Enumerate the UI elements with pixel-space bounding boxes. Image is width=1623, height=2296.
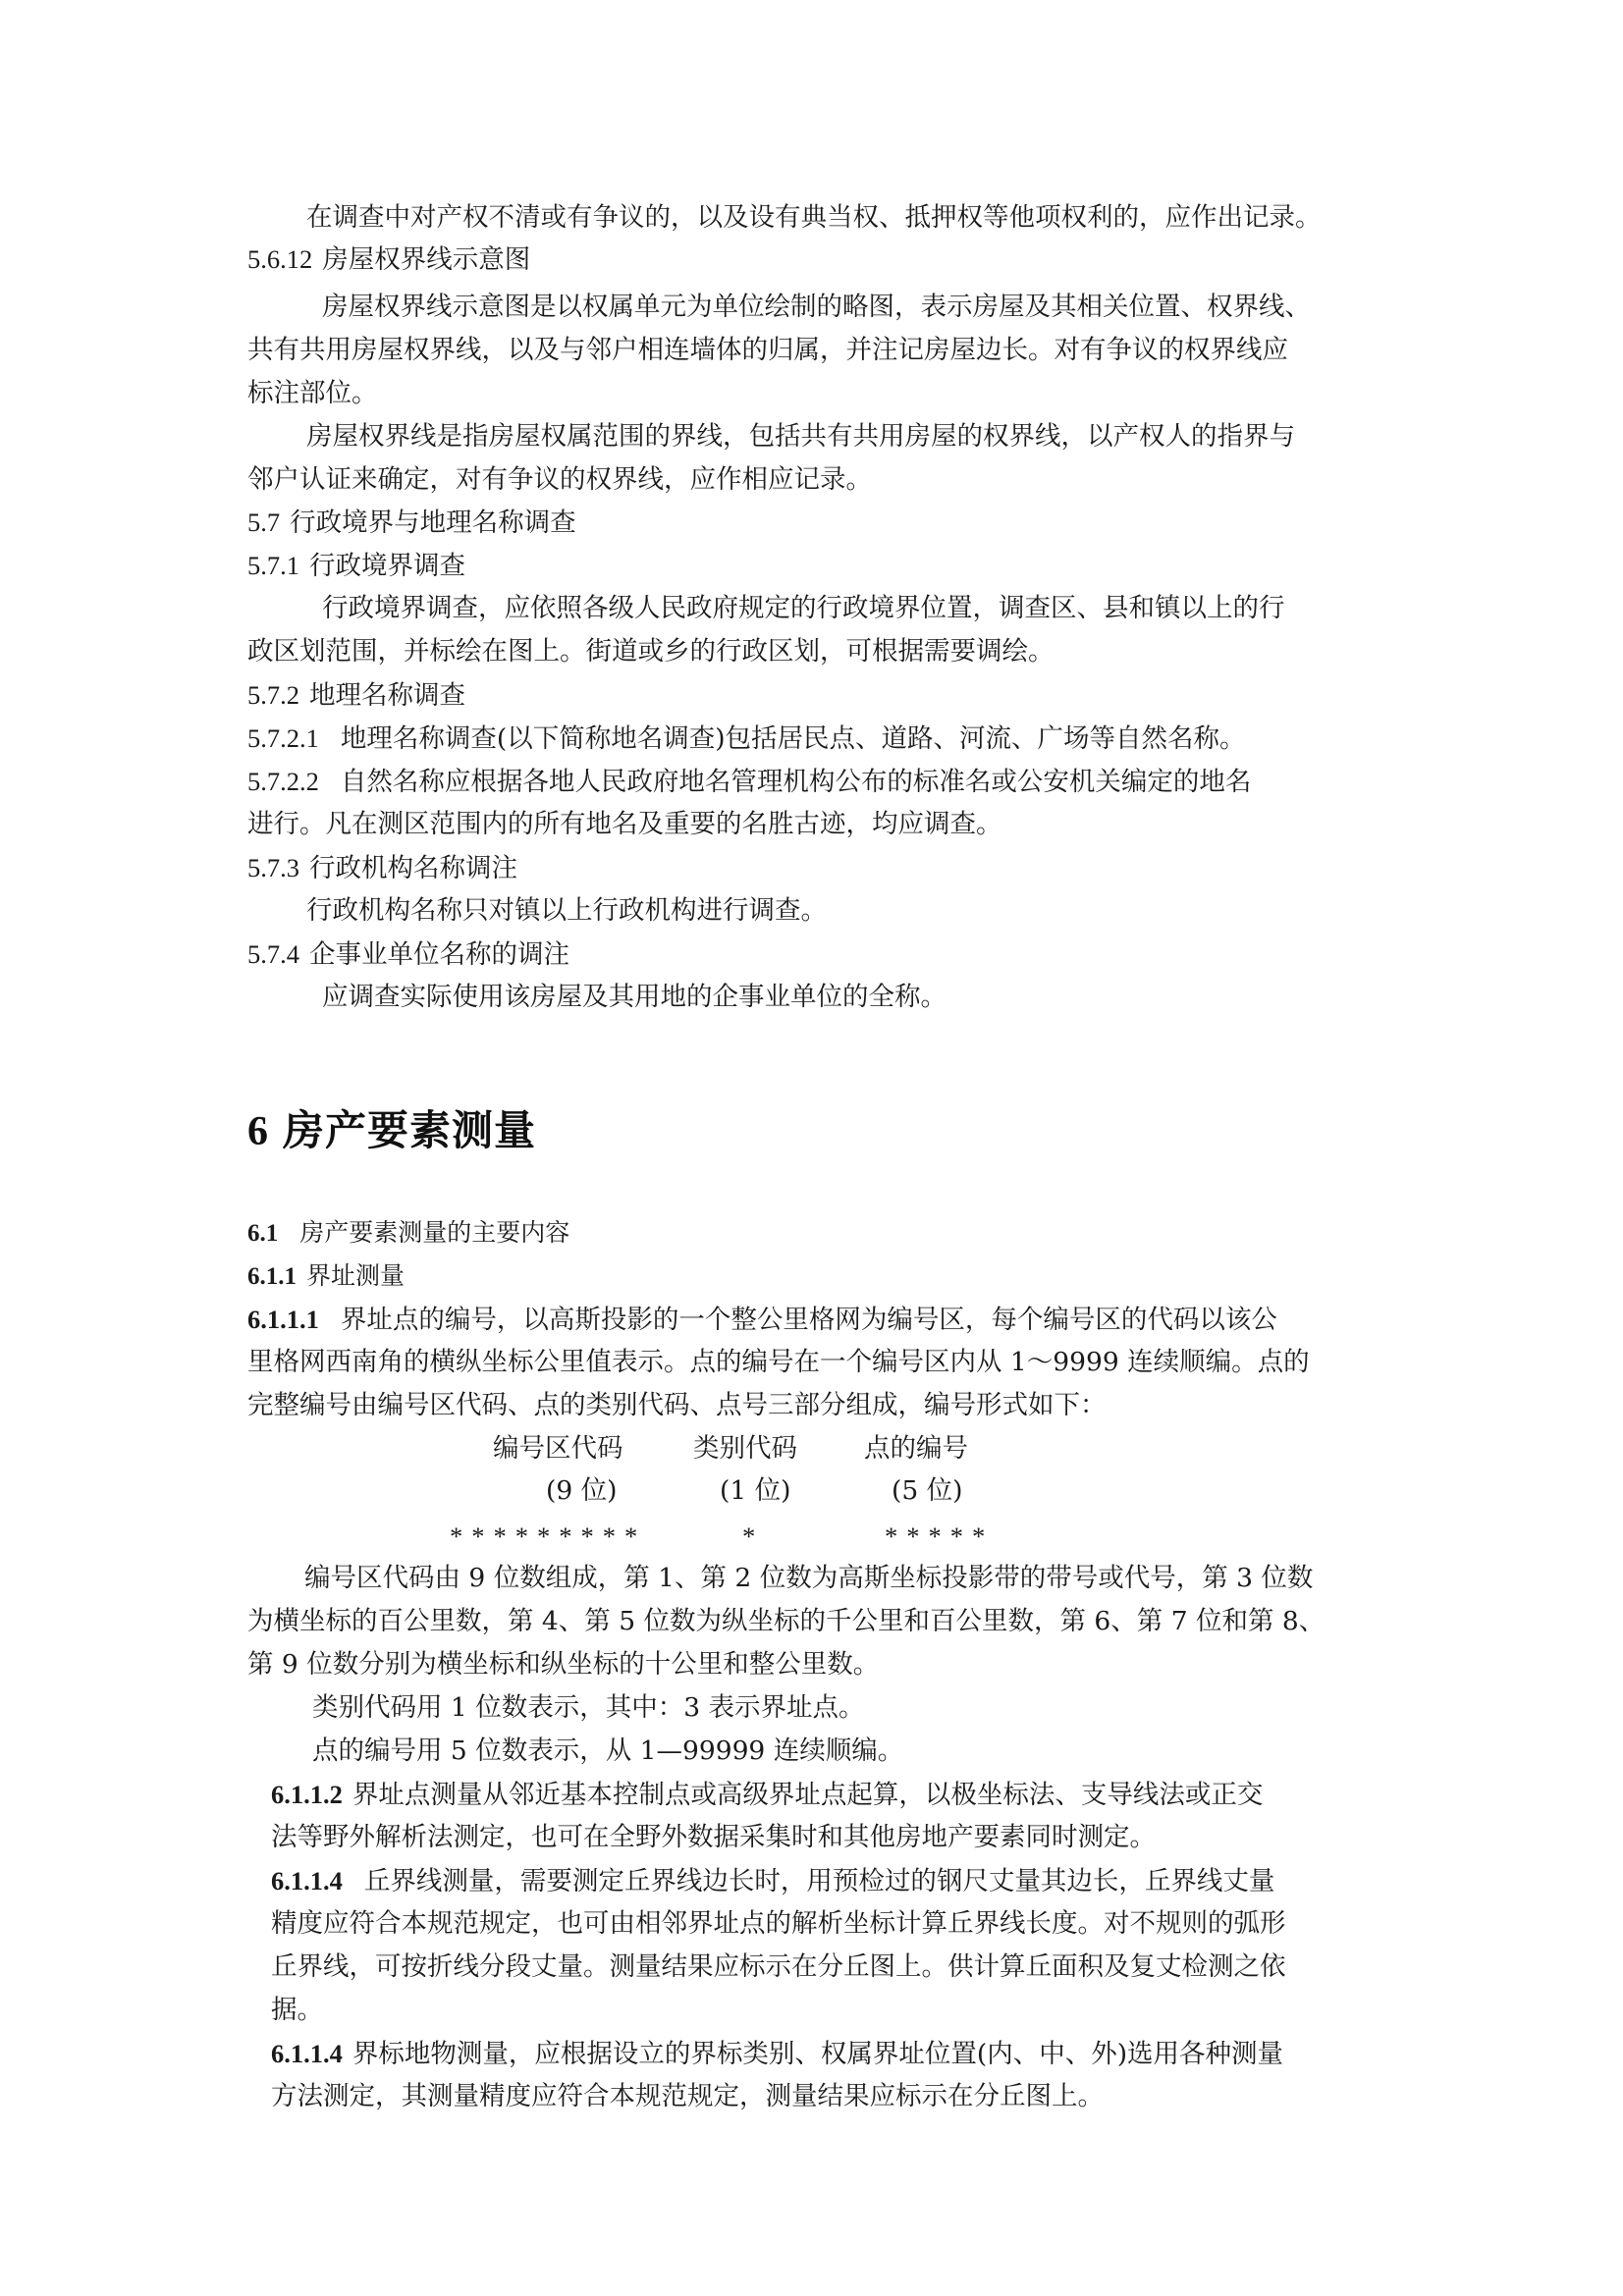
section-title: 行政境界与地理名称调查 <box>290 507 576 538</box>
paragraph-line: 丘界线，可按折线分段丈量。测量结果应标示在分丘图上。供计算丘面积及复丈检测之依 <box>271 1951 1286 1982</box>
paragraph-line: 完整编号由编号区代码、点的类别代码、点号三部分组成，编号形式如下： <box>247 1390 1107 1420</box>
paragraph-line: 法等野外解析法测定，也可在全野外数据采集时和其他房地产要素同时测定。 <box>271 1822 1156 1852</box>
paragraph-line: 点的编号用 5 位数表示，从 1—99999 连续顺编。 <box>312 1735 904 1766</box>
paragraph-line: 编号区代码由 9 位数组成，第 1、第 2 位数为高斯坐标投影带的带号或代号，第 3 位数 <box>304 1563 1314 1593</box>
clause-number: 6.1.1.4 <box>271 2039 343 2068</box>
section-heading-5-6-12 <box>247 241 530 278</box>
paragraph-line: 行政机构名称只对镇以上行政机构进行调查。 <box>306 895 827 926</box>
code-format-header: 点的编号 <box>864 1433 968 1464</box>
clause-6-1-1-1 <box>247 1302 1277 1338</box>
paragraph-line: 精度应符合本规范规定，也可由相邻界址点的解析坐标计算丘界线长度。对不规则的弧形 <box>271 1908 1286 1939</box>
section-number: 6.1.1 <box>247 1263 297 1290</box>
clause-text: 界标地物测量，应根据设立的界标类别、权属界址位置(内、中、外)选用各种测量 <box>352 2039 1284 2069</box>
paragraph-line: 共有共用房屋权界线，以及与邻户相连墙体的归属，并注记房屋边长。对有争议的权界线应 <box>247 335 1288 365</box>
section-title: 企事业单位名称的调注 <box>309 939 569 970</box>
section-number: 5.7.4 <box>247 939 299 969</box>
code-format-header: 类别代码 <box>693 1433 797 1464</box>
section-heading-6-1 <box>247 1215 569 1252</box>
chapter-title <box>247 1101 536 1161</box>
code-format-mask: ***** <box>885 1522 995 1551</box>
clause-6-1-1-2 <box>271 1777 1263 1813</box>
code-format-header: 编号区代码 <box>493 1433 623 1464</box>
clause-6-1-1-4-boundary-marker <box>271 2036 1283 2072</box>
code-format-digits: (9 位) <box>546 1475 618 1506</box>
clause-number: 5.7.2.2 <box>247 767 319 796</box>
paragraph-line: 为横坐标的百公里数，第 4、第 5 位数为纵坐标的千公里和百公里数，第 6、第 7 位和第 8、 <box>247 1606 1325 1636</box>
clause-text: 界址点测量从邻近基本控制点或高级界址点起算，以极坐标法、支导线法或正交 <box>352 1780 1264 1810</box>
paragraph-line: 第 9 位数分别为横坐标和纵坐标的十公里和整公里数。 <box>247 1649 880 1680</box>
paragraph-line: 在调查中对产权不清或有争议的，以及设有典当权、抵押权等他项权利的，应作出记录。 <box>306 202 1322 233</box>
section-number: 5.6.12 <box>247 244 313 274</box>
section-heading-5-7-2 <box>247 677 465 714</box>
section-heading-5-7 <box>247 505 576 541</box>
paragraph-line: 政区划范围，并标绘在图上。街道或乡的行政区划，可根据需要调绘。 <box>247 636 1055 667</box>
clause-5-7-2-2 <box>247 764 1251 800</box>
section-number: 5.7.2 <box>247 680 299 710</box>
section-number: 5.7.1 <box>247 551 299 580</box>
clause-6-1-1-4-boundary-line <box>271 1863 1274 1899</box>
section-title: 地理名称调查 <box>309 680 465 711</box>
code-format-digits: (5 位) <box>892 1475 963 1506</box>
section-title: 行政境界调查 <box>309 551 465 581</box>
section-title: 房屋权界线示意图 <box>322 244 531 275</box>
section-heading-5-7-3 <box>247 850 517 886</box>
chapter-title-text: 房产要素测量 <box>283 1106 537 1154</box>
paragraph-line: 应调查实际使用该房屋及其用地的企事业单位的全称。 <box>322 982 947 1012</box>
paragraph-line: 邻户认证来确定，对有争议的权界线，应作相应记录。 <box>247 464 872 495</box>
clause-number: 6.1.1.2 <box>271 1780 343 1809</box>
clause-text: 界址点的编号，以高斯投影的一个整公里格网为编号区，每个编号区的代码以该公 <box>340 1305 1277 1335</box>
clause-number: 6.1.1.4 <box>271 1866 343 1896</box>
clause-number: 6.1.1.1 <box>247 1305 319 1334</box>
code-format-mask: ********* <box>450 1522 647 1551</box>
section-title: 界址测量 <box>306 1261 406 1290</box>
clause-text: 丘界线测量，需要测定丘界线边长时，用预检过的钢尺丈量其边长，丘界线丈量 <box>363 1866 1275 1896</box>
section-heading-6-1-1 <box>247 1258 405 1295</box>
paragraph-line: 房屋权界线示意图是以权属单元为单位绘制的略图，表示房屋及其相关位置、权界线、 <box>322 292 1311 322</box>
section-title: 行政机构名称调注 <box>309 853 517 883</box>
code-format-mask: * <box>742 1522 765 1551</box>
section-heading-5-7-1 <box>247 548 465 584</box>
paragraph-line: 里格网西南角的横纵坐标公里值表示。点的编号在一个编号区内从 1～9999 连续顺编。点的 <box>247 1347 1310 1377</box>
paragraph-line: 方法测定，其测量精度应符合本规范规定，测量结果应标示在分丘图上。 <box>271 2081 1104 2111</box>
paragraph-line: 类别代码用 1 位数表示，其中：3 表示界址点。 <box>312 1692 865 1723</box>
code-format-digits: (1 位) <box>720 1475 791 1506</box>
paragraph-line: 标注部位。 <box>247 378 378 408</box>
section-number: 6.1 <box>247 1220 279 1247</box>
clause-number: 5.7.2.1 <box>247 723 319 753</box>
paragraph-line: 房屋权界线是指房屋权属范围的界线，包括共有共用房屋的权界线，以产权人的指界与 <box>306 421 1295 452</box>
section-number: 5.7 <box>247 507 281 537</box>
clause-text: 自然名称应根据各地人民政府地名管理机构公布的标准名或公安机关编定的地名 <box>340 767 1252 797</box>
section-heading-5-7-4 <box>247 936 569 973</box>
clause-text: 地理名称调查(以下简称地名调查)包括居民点、道路、河流、广场等自然名称。 <box>340 723 1246 754</box>
paragraph-line: 据。 <box>271 1995 323 2025</box>
chapter-number: 6 <box>247 1109 269 1154</box>
paragraph-line: 行政境界调查，应依照各级人民政府规定的行政境界位置，调查区、县和镇以上的行 <box>322 593 1285 623</box>
clause-5-7-2-1 <box>247 721 1246 757</box>
section-number: 5.7.3 <box>247 853 299 882</box>
section-title: 房产要素测量的主要内容 <box>299 1218 570 1247</box>
paragraph-line: 进行。凡在测区范围内的所有地名及重要的名胜古迹，均应调查。 <box>247 809 1002 839</box>
